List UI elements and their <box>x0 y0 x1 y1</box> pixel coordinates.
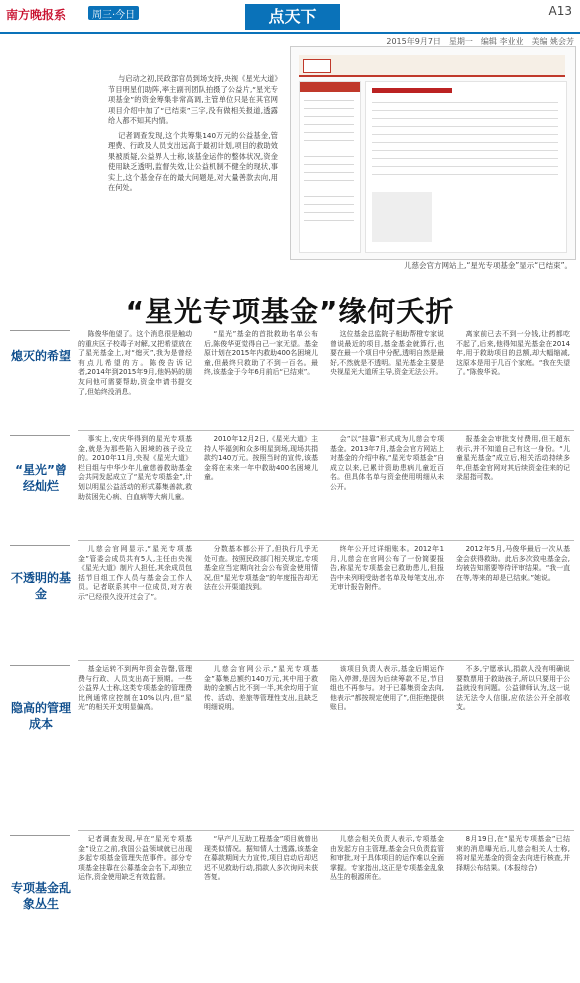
edition-badge: 周三·今日 <box>88 6 139 20</box>
section-rule <box>10 545 70 546</box>
body-paragraph: 这位基金总监院子相助帮橙专家说曾说最近的项目,基金基金就算行,也要在最一个项目中分配,透明自然是最好,不然就是不透明。星光基金主要是央视星光大道所主导,资金无法公开。 <box>330 330 444 377</box>
website-screenshot-photo <box>290 46 576 260</box>
intro-text <box>108 74 278 198</box>
website-logo-icon <box>303 59 331 73</box>
website-header <box>299 55 565 77</box>
body-paragraph: 基金运转不到两年资金告罄,管理费与行政、人员支出高于预期。一些公益界人士称,这类专项基金的管理费比例通常应控制在10%以内,但“星光”的相关开支明显偏高。 <box>78 665 192 712</box>
body-paragraph: 不多,宁愿承认,捐款人没有明确说要数票用于救助孩子,所以只要用于公益就没有问题。公益律师认为,这一说法无法令人信服,应依法公开全部收支。 <box>456 665 570 712</box>
content-image-icon <box>372 192 432 242</box>
website-content <box>365 81 567 253</box>
body-paragraph: 儿慈会相关负责人表示,专项基金由发起方自主管理,基金会只负责监管和审批,对于具体项目的运作难以全面掌握。专家指出,这正是专项基金乱象丛生的根源所在。 <box>330 835 444 882</box>
intro-paragraph: 记者调查发现,这个共筹集140万元的公益基金,管理费、行政及人员支出远高于最初计划,项目的救助效果被质疑,公益界人士称,该基金运作的整体状况,资金使用缺乏透明,监督失效,让公益机制不健全的现状,事实上,这个基金存在的最大问题是,对大量善款去向,用在何处。 <box>108 130 278 192</box>
body-paragraph: 2012年5月,马俊华最后一次从基金会获得救助。此后多次致电基金会,均被告知需要等待评审结果。“我一直在等,等来的却是已结束。”她说。 <box>456 545 570 582</box>
body-paragraph: 陈俊华他望了。这个消息很是触动的重庆区子校毒子对解,又把希望放在了星光基金上,对“熄灭”,我为是曾经有点儿希望的方。陈俊告诉记者,2014年到2015年9月,他妈妈的朋友问他可需要帮助,资金申请书提交了,但始终没消息。 <box>78 330 192 396</box>
body-paragraph: 2010年12月2日,《星光大道》主持人毕福剑和众多明星到场,现场共捐款约140万元。按照当时的宣传,该基金将在未来一年中救助400名困境儿童。 <box>204 435 318 482</box>
intro-paragraph: 与启动之初,民政部官员到场支持,央视《星光大道》节目明星们助阵,率主副刊团队拍摄了公益片,“星光专项基金”的资金筹集非常高调,主管单位只是在其官网项目介绍中加了“已结束”三字,没有做相关报道,透露给人都不知其内情。 <box>108 74 278 125</box>
dateline: 2015年9月7日 星期一 编辑 李业业 美编 姚会芳 <box>386 37 574 46</box>
newspaper-logo: 南方晚报系 <box>6 8 67 22</box>
section-rule <box>10 835 70 836</box>
body-paragraph: 8月19日,在“星光专项基金”已结束的消息曝光后,儿慈会相关人士称,将对星光基金的资金去向进行核查,并择期公布结果。(本报综合) <box>456 835 570 872</box>
section-title-1: 熄灭的希望 <box>10 349 71 363</box>
masthead <box>0 0 580 30</box>
body-paragraph: 儿慈会官网公示,“星光专项基金”募集总额约140万元,其中用于救助的金额占比不到一半,其余均用于宣传、活动、差旅等管理性支出,且缺乏明细说明。 <box>204 665 318 712</box>
body-paragraph: 记者调查发现,早在“星光专项基金”设立之前,我国公益领域就已出现多起专项基金管理失范事件。部分专项基金挂靠在公募基金会名下,却独立运作,资金使用缺乏有效监督。 <box>78 835 192 882</box>
section-divider <box>78 430 574 431</box>
section-divider <box>78 660 574 661</box>
body-paragraph: 报基金会审批支付费用,但王超东表示,并不知道自己有这一身份。“儿童星光基金”成立后,相关活动持续多年,但基金官网对其后续资金往来的记录屈指可数。 <box>456 435 570 482</box>
body-paragraph: “早产儿互助工程基金”项目就曾出现类似情况。据知情人士透露,该基金在募款期间大力宣传,项目启动后却迟迟不见救助行动,捐款人多次询问未获答复。 <box>204 835 318 882</box>
section-title-5: 专项基金乱象丛生 <box>10 881 71 911</box>
website-sidebar <box>299 81 361 253</box>
body-paragraph: “星光”基金的首批救助名单公布后,陈俊华更觉得自己一家无望。基金原计划在2015年内救助400名困境儿童,但最终只救助了不到一百名。最终,该基金于今年6月前后“已结束”。 <box>204 330 318 377</box>
section-title-3: 不透明的基金 <box>10 571 71 601</box>
body-paragraph: 终年公开过详细账本。2012年1月,儿慈会在官网公布了一份简要报告,称星光专项基金已救助患儿,但报告中未列明受助者名单及每笔支出,亦无审计报告附件。 <box>330 545 444 592</box>
body-paragraph: 该项目负责人表示,基金后期运作陷入停滞,是因为后续筹款不足,节目组也不再参与。对于已募集资金去向,他表示“都按规定使用了”,但拒绝提供账目。 <box>330 665 444 712</box>
content-heading-bar <box>372 88 452 93</box>
sidebar-header-bar <box>300 82 360 92</box>
section-title-4: 隐高的管理成本 <box>10 701 71 731</box>
section-divider <box>78 830 574 831</box>
masthead-rule <box>0 32 580 34</box>
section-rule <box>10 665 70 666</box>
body-paragraph: 分数基本都公开了,但执行几乎无处可查。按照民政部门相关规定,专项基金应当定期向社会公布资金使用情况,但“星光专项基金”的年度报告却无法在公开渠道找到。 <box>204 545 318 592</box>
section-divider <box>78 540 574 541</box>
body-paragraph: 事实上,安庆华得到的星光专项基金,就是为那些陷入困境的孩子设立的。2010年11月,央视《星光大道》栏目组与中华少年儿童慈善救助基金会共同发起成立了“星光专项基金”,计划以明星公益活动的形式募集善款,救助贫困先心病、白血病等大病儿童。 <box>78 435 192 501</box>
body-paragraph: 离家前已去不到一分钱,让药都吃不起了,后来,他得知星光基金在2014年,用于救助项目的总额,却大幅缩减,这原本是用于几百个家庭。“我在失望了。”陈俊华说。 <box>456 330 570 377</box>
body-paragraph: 儿慈会官网显示,“星光专项基金”管委会成员共有5人,主任由央视《星光大道》制片人担任,其余成员包括节目组工作人员与基金会工作人员。记者联系其中一位成员,对方表示“已经很久没开过会了”。 <box>78 545 192 601</box>
photo-caption: 儿慈会官方网站上,“星光专项基金”显示“已结束”。 <box>404 261 572 270</box>
body-paragraph: 会”以“挂靠”形式成为儿慈会专项基金。2013年7月,基金会官方网站上对基金的介绍中称,“星光专项基金”自成立以来,已累计资助患病儿童近百名。但具体名单与资金使用明细从未公开。 <box>330 435 444 491</box>
section-rule <box>10 435 70 436</box>
section-title-2: “星光”曾经灿烂 <box>15 463 67 493</box>
page-number: A13 <box>548 4 572 18</box>
section-rule <box>10 330 70 331</box>
main-headline: “星光专项基金”缘何夭折 <box>125 295 455 328</box>
section-title: 点天下 <box>245 4 340 30</box>
